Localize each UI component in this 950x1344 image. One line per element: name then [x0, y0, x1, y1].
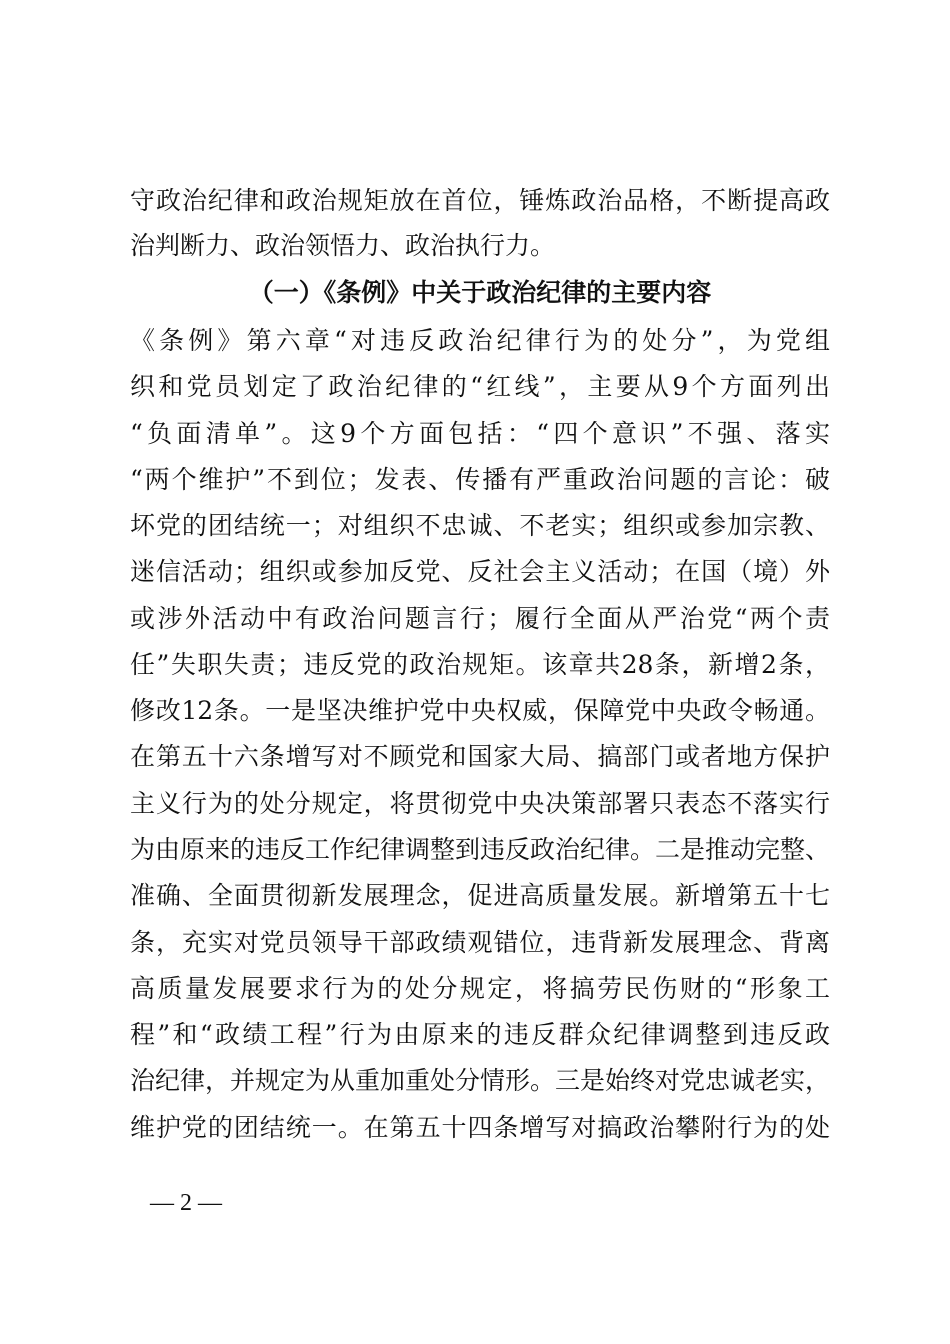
paragraph-line: 守政治纪律和政治规矩放在首位，锤炼政治品格，不断提高政 [130, 186, 830, 215]
paragraph-line: 坏党的团结统一；对组织不忠诚、不老实；组织或参加宗教、 [130, 511, 830, 540]
paragraph-line: 任”失职失责；违反党的政治规矩。该章共28条，新增2条， [130, 650, 830, 679]
paragraph-line: “两个维护”不到位；发表、传播有严重政治问题的言论：破 [130, 465, 830, 494]
paragraph-line: 修改12条。一是坚决维护党中央权威，保障党中央政令畅通。 [130, 696, 830, 725]
paragraph-line: 迷信活动；组织或参加反党、反社会主义活动；在国（境）外 [130, 557, 830, 586]
paragraph-line: 为由原来的违反工作纪律调整到违反政治纪律。二是推动完整、 [130, 835, 831, 864]
paragraph-line: 在第五十六条增写对不顾党和国家大局、搞部门或者地方保护 [130, 742, 830, 771]
paragraph-line: 条，充实对党员领导干部政绩观错位，违背新发展理念、背离 [130, 928, 830, 957]
paragraph-line: 或涉外活动中有政治问题言行；履行全面从严治党“两个责 [130, 604, 830, 633]
paragraph-line: “负面清单”。这9个方面包括：“四个意识”不强、落实 [130, 419, 830, 448]
paragraph-line: 治判断力、政治领悟力、政治执行力。 [130, 231, 556, 260]
paragraph-line: 《条例》第六章“对违反政治纪律行为的处分”，为党组 [130, 326, 830, 355]
page-number: — 2 — [150, 1190, 222, 1216]
paragraph-line: 高质量发展要求行为的处分规定，将搞劳民伤财的“形象工 [130, 974, 830, 1003]
paragraph-line: 治纪律，并规定为从重加重处分情形。三是始终对党忠诚老实， [130, 1066, 831, 1095]
paragraph-line: 织和党员划定了政治纪律的“红线”，主要从9个方面列出 [130, 372, 830, 401]
paragraph-line: 程”和“政绩工程”行为由原来的违反群众纪律调整到违反政 [130, 1020, 830, 1049]
paragraph-line: 维护党的团结统一。在第五十四条增写对搞政治攀附行为的处 [130, 1113, 830, 1142]
section-heading: （一）《条例》中关于政治纪律的主要内容 [248, 278, 712, 307]
paragraph-line: 准确、全面贯彻新发展理念，促进高质量发展。新增第五十七 [130, 881, 830, 910]
paragraph-line: 主义行为的处分规定，将贯彻党中央决策部署只表态不落实行 [130, 789, 830, 818]
